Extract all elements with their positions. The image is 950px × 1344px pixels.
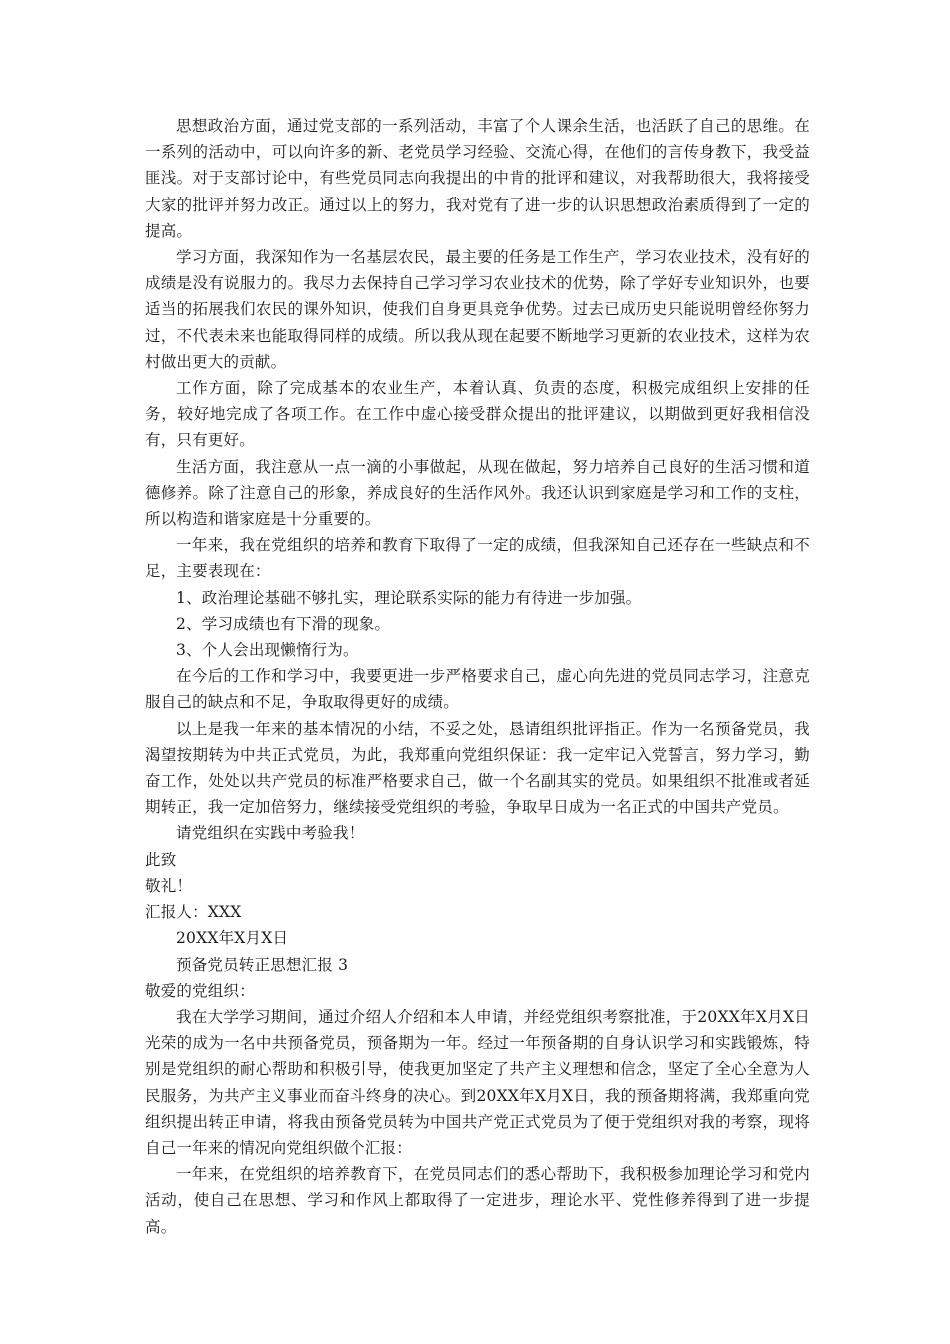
paragraph-year-review: 一年来，在党组织的培养教育下，在党员同志们的悉心帮助下，我积极参加理论学习和党内活动，使自己在思想、学习和作风上都取得了一定进步，理论水平、党性修养得到了进一步提高。 — [145, 1165, 810, 1236]
paragraph-summary: 以上是我一年来的基本情况的小结，不妥之处，恳请组织批评指正。作为一名预备党员，我渴望按期转为中共正式党员，为此，我郑重向党组织保证：我一定牢记入党誓言，努力学习，勤奋工作，处处以共产党员的标准严格要求自己，做一个名副其实的党员。如果组织不批准或者延期转正，我一定加倍努力，继续接受党组织的考验，争取早日成为一名正式的中国共产党员。 — [145, 719, 810, 817]
reporter: 汇报人：XXX — [145, 903, 242, 922]
paragraph-request: 请党组织在实践中考验我！ — [176, 824, 365, 843]
list-item-3: 3、个人会出现懒惰行为。 — [176, 641, 359, 660]
greeting: 敬爱的党组织： — [145, 981, 255, 1000]
paragraph-life: 生活方面，我注意从一点一滴的小事做起，从现在做起，努力培养自己良好的生活习惯和道德修养。除了注意自己的形象，养成良好的生活作风外。我还认识到家庭是学习和工作的支柱，所以构造和谐家庭是十分重要的。 — [145, 457, 810, 529]
paragraph-future: 在今后的工作和学习中，我要更进一步严格要求自己，虚心向先进的党员同志学习，注意克服自己的缺点和不足，争取取得更好的成绩。 — [145, 667, 810, 712]
paragraph-political: 思想政治方面，通过党支部的一系列活动，丰富了个人课余生活，也活跃了自己的思维。在一系列的活动中，可以向许多的新、老党员学习经验、交流心得，在他们的言传身教下，我受益匪浅。对于支部讨论中，有些党员同志向我提出的中肯的批评和建议，对我帮助很大，我将接受大家的批评并努力改正。通过以上的努力，我对党有了进一步的认识思想政治素质得到了一定的提高。 — [145, 117, 810, 240]
salute: 敬礼！ — [145, 876, 193, 895]
section-title: 预备党员转正思想汇报 3 — [176, 955, 349, 974]
paragraph-shortcomings-intro: 一年来，我在党组织的培养和教育下取得了一定的成绩，但我深知自己还存在一些缺点和不足，主要表现在： — [145, 536, 810, 581]
list-item-2: 2、学习成绩也有下滑的现象。 — [176, 614, 391, 633]
paragraph-study: 学习方面，我深知作为一名基层农民，最主要的任务是工作生产，学习农业技术，没有好的成绩是没有说服力的。我尽力去保持自己学习学习农业技术的优势，除了学好专业知识外，也要适当的拓展我们农民的课外知识，使我们自身更具竞争优势。过去已成历史只能说明曾经你努力过，不代表未来也能取得同样的成绩。所以我从现在起要不断地学习更新的农业技术，这样为农村做出更大的贡献。 — [145, 248, 810, 371]
paragraph-application: 我在大学学习期间，通过介绍人介绍和本人申请，并经党组织考察批准，于20XX年X月X日光荣的成为一名中共预备党员，预备期为一年。经过一年预备期的自身认识学习和实践锻炼，特别是党组织的耐心帮助和积极引导，使我更加坚定了共产主义理想和信念，坚定了全心全意为人民服务，为共产主义事业而奋斗终身的决心。到20XX年X月X日，我的预备期将满，我郑重向党组织提出转正申请，将我由预备党员转为中国共产党正式党员为了便于党组织对我的考察，现将自己一年来的情况向党组织做个汇报： — [145, 1007, 810, 1157]
paragraph-work: 工作方面，除了完成基本的农业生产，本着认真、负责的态度，积极完成组织上安排的任务，较好地完成了各项工作。在工作中虚心接受群众提出的批评建议，以期做到更好我相信没有，只有更好。 — [145, 379, 810, 450]
report-date: 20XX年X月X日 — [176, 929, 289, 948]
list-item-1: 1、政治理论基础不够扎实，理论联系实际的能力有待进一步加强。 — [176, 588, 642, 607]
document-page — [145, 113, 810, 1240]
closing: 此致 — [145, 850, 177, 869]
